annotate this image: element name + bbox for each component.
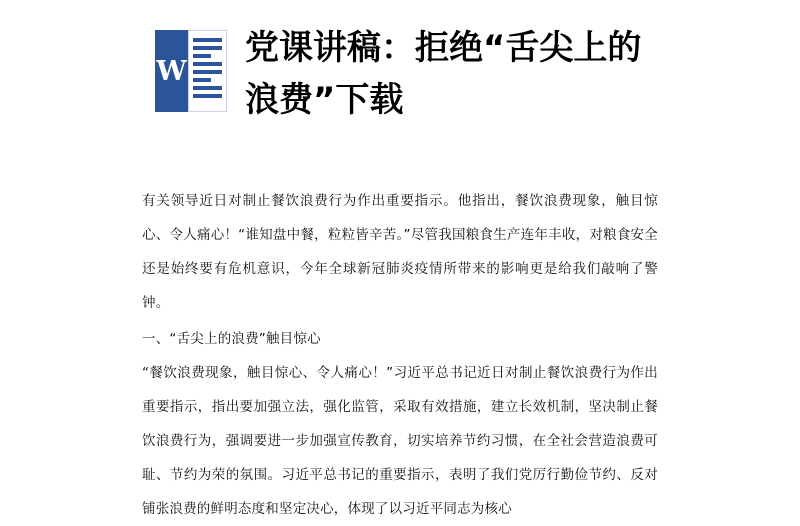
document-header — [0, 0, 800, 146]
document-paragraph: “餐饮浪费现象，触目惊心、令人痛心！”习近平总书记近日对制止餐饮浪费行为作出重要指示，指出要加强立法，强化监管，采取有效措施，建立长效机制，坚决制止餐饮浪费行为，强调要进一步加强宣传教育，切实培养节约习惯，在全社会营造浪费可耻、节约为荣的氛围。习近平总书记的重要指示，表明了我们党厉行勤俭节约、反对铺张浪费的鲜明态度和坚定决心，体现了以习近平同志为核心 — [142, 365, 658, 517]
document-section-heading: 一、“舌尖上的浪费”触目惊心 — [142, 331, 321, 347]
word-icon-lines — [193, 38, 222, 104]
document-paragraph: 有关领导近日对制止餐饮浪费行为作出重要指示。他指出，餐饮浪费现象，触目惊心、令人痛心！“谁知盘中餐，粒粒皆辛苦。”尽管我国粮食生产连年丰收，对粮食安全还是始终要有危机意识，今年全球新冠肺炎疫情所带来的影响更是给我们敲响了警钟。 — [142, 193, 658, 311]
document-body — [110, 146, 690, 526]
word-document-icon — [155, 30, 227, 112]
word-icon-letter: W — [156, 55, 187, 87]
page-title: 党课讲稿：拒绝“舌尖上的浪费”下载 — [245, 28, 642, 120]
